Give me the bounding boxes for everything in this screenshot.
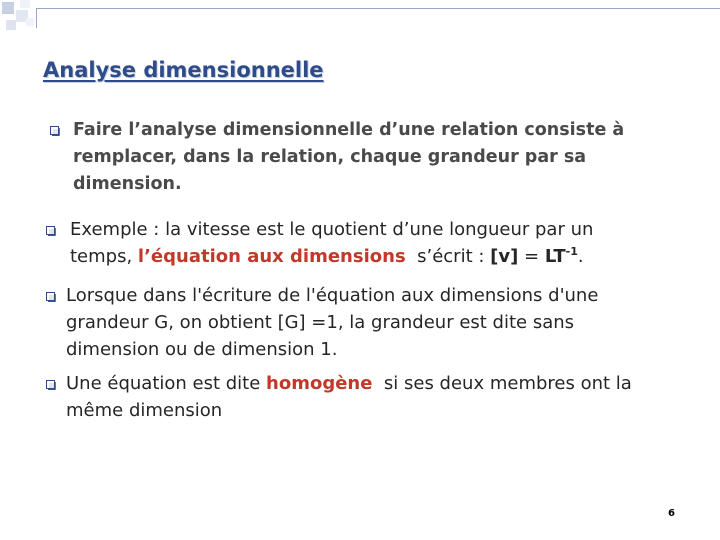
checkbox-bullet-icon <box>46 226 56 236</box>
bullet-2-line-1: Exemple : la vitesse est le quotient d’une longueur par un <box>70 219 594 240</box>
bullet-1-line-3: dimension. <box>73 174 182 194</box>
checkbox-bullet-icon <box>50 126 60 136</box>
formula-lt: LT <box>544 246 566 267</box>
bullet-4-text-before: Une équation est dite <box>66 373 267 394</box>
bullet-2-period: . <box>577 246 584 267</box>
bullet-3-line-1: Lorsque dans l'écriture de l'équation aux dimensions d'une <box>66 285 599 306</box>
bullet-4-line-1 <box>66 370 632 397</box>
bullet-2-text-before: temps, <box>70 246 138 267</box>
bullet-4-line-2: même dimension <box>66 400 223 421</box>
bullet-1-text <box>73 117 624 198</box>
bullet-1-line-1: Faire l’analyse dimensionnelle d’une relation consiste à <box>73 120 625 140</box>
bullet-2-line-2 <box>70 243 593 270</box>
bullet-3-text <box>66 282 598 363</box>
bullet-2-text-after: s’écrit : <box>405 246 491 267</box>
checkbox-bullet-icon <box>46 292 56 302</box>
header-rule <box>36 8 720 9</box>
formula-equals: = <box>518 246 545 267</box>
formula-exponent: -1 <box>565 245 578 258</box>
homogene-highlight: homogène <box>266 373 373 394</box>
page-number: 6 <box>668 508 675 519</box>
bullet-2-text <box>70 216 593 270</box>
checkbox-bullet-icon <box>46 380 56 390</box>
header-rule-vertical <box>36 8 37 28</box>
bullet-1-line-2: remplacer, dans la relation, chaque grandeur par sa <box>73 147 587 167</box>
formula-v: [v] <box>490 246 519 267</box>
bullet-4-text-after: si ses deux membres ont la <box>372 373 632 394</box>
bullet-3-line-2: grandeur G, on obtient [G] =1, la grandeur est dite sans <box>66 312 575 333</box>
bullet-4-text <box>66 370 632 424</box>
equation-aux-dimensions-highlight: l’équation aux dimensions <box>137 246 406 267</box>
bullet-3-line-3: dimension ou de dimension 1. <box>66 339 338 360</box>
slide-title: Analyse dimensionnelle <box>43 58 324 82</box>
